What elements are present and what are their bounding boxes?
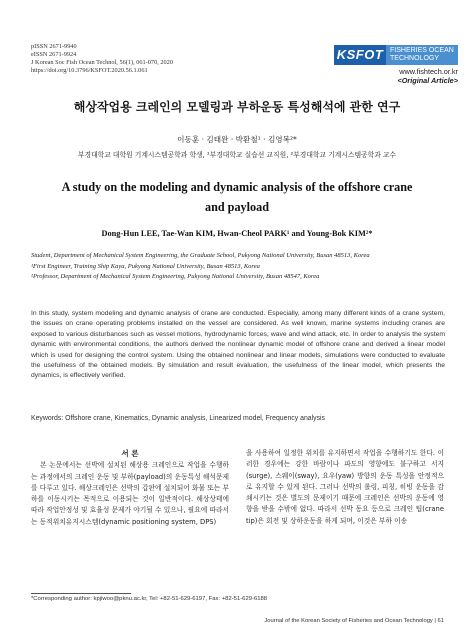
pissn: pISSN 2671-9940: [31, 43, 77, 50]
keywords: Keywords: Offshore crane, Kinematics, Dynamic analysis, Linearized model, Frequency analysis: [31, 415, 326, 422]
logo-line-1: FISHERIES OCEAN: [390, 46, 454, 54]
korean-affiliation: 부경대학교 대학원 기계시스템공학과 학생, ¹부경대학교 실습선 교직원, ²부경대학교 기계시스템공학과 교수: [77, 151, 397, 159]
english-affiliations: [31, 251, 451, 283]
logo-mark: KSFOT: [334, 45, 386, 65]
page-footer: Journal of the Korean Society of Fisheries and Ocean Technology | 61: [264, 618, 444, 624]
english-title: [30, 177, 444, 217]
logo-line-2: TECHNOLOGY: [390, 55, 440, 62]
journal-metadata: [31, 43, 173, 75]
section-heading: 서 론: [121, 449, 139, 458]
eissn: eISSN 2671-9924: [31, 50, 77, 58]
article-type: <Original Article>: [397, 75, 458, 85]
affiliation-item: ²Professor, Department of Mechanical System Engineering, Pukyong National University, Busan 48547, Korea: [31, 273, 320, 281]
citation: J Korean Soc Fish Ocean Technol, 56(1), 061-070, 2020: [31, 58, 173, 66]
doi-link[interactable]: https://doi.org/10.3796/KSFOT.2020.56.1.061: [31, 66, 148, 74]
body-column-right: [246, 448, 444, 527]
body-paragraph: 을 사용하여 일정한 위치를 유지하면서 작업을 수행하기도 한다. 이러한 경우에는 강한 바람이나 파도의 영향에도 불구하고 서지(surge), 스웨이(sway), 요우(yaw) 방향의 운동 특성을 안정적으로 유지할 수 있게 된다. 그러나 선박의 롤링, 피칭, 히빙 운동을 감쇄시키는 것은 별도의 문제이기 때문에 크레인은 선박의 운동에 영향을 받을 수밖에 없다. 따라서 선박 동요 등으로 크레인 팁(crane tip)은 회전 및 상하운동을 하게 되며, 이것은 부하 이송: [246, 449, 444, 525]
logo-text: [386, 45, 458, 65]
logo-subtitle: [347, 68, 458, 85]
body-column-left: [31, 448, 229, 528]
body-paragraph: 본 논문에서는 선박에 설치된 해상용 크레인으로 작업을 수행하는 과정에서의 크레인 운동 및 부하(payload)의 운동특성 해석문제를 다루고 있다. 해상크레인은 선박의 갑판에 설치되어 화물 또는 부하를 이동시키는 목적으로 이용되는 것이 일반적이다. 해상상태에 따라 작업안정성 및 효율성 문제가 야기될 수 있으나, 필요에 따라서는 동적위치유지시스템(dynamic positioning system, DPS): [31, 461, 229, 526]
journal-url[interactable]: www.fishtech.or.kr: [399, 67, 458, 76]
korean-authors: 이동훈 · 김태완 · 박환철¹ · 김영복²*: [177, 135, 297, 144]
footnote-divider: [31, 593, 131, 594]
affiliation-item: ¹First Engineer, Training Ship Kaya, Pukyong National University, Busan 48513, Korea: [31, 262, 260, 270]
english-authors: Dong-Hun LEE, Tae-Wan KIM, Hwan-Cheol PARK¹ and Young-Bok KIM²*: [101, 229, 373, 238]
corresponding-author-footnote: *Corresponding author: kpjiwoo@pknu.ac.kr, Tel: +82-51-629-6197, Fax: +82-51-629-6188: [31, 596, 268, 602]
korean-title: 해상작업용 크레인의 모델링과 부하운동 특성해석에 관한 연구: [73, 100, 401, 114]
english-title-line-1: A study on the modeling and dynamic analysis of the offshore crane: [61, 180, 413, 194]
abstract: In this study, system modeling and dynamic analysis of crane are conducted. Especially, among many different kinds of a crane system, the issues on crane operating problems installed on the vessel are considered. As well known, marine systems including cranes are exposed to various disturbances such as vessel motions, hydrodynamic forces, wave and wind attack, etc. In order to analysis the system dynamic with environmental conditions, the authors derived the nonlinear dynamic model of offshore crane and derived a linear model which is used for designing the control system. Using the obtained nonlinear and linear models, simulations were conducted to evaluate the usefulness of the obtained models. By simulation and result evaluation, the usefulness of the linear model, which presents the dynamics, is effectively verified.: [31, 310, 445, 380]
journal-logo: [334, 45, 458, 65]
affiliation-item: Student, Department of Mechanical System Engineering, the Graduate School, Pukyong National University, Busan 48513, Korea: [31, 252, 370, 259]
english-title-line-2: and payload: [204, 200, 269, 214]
